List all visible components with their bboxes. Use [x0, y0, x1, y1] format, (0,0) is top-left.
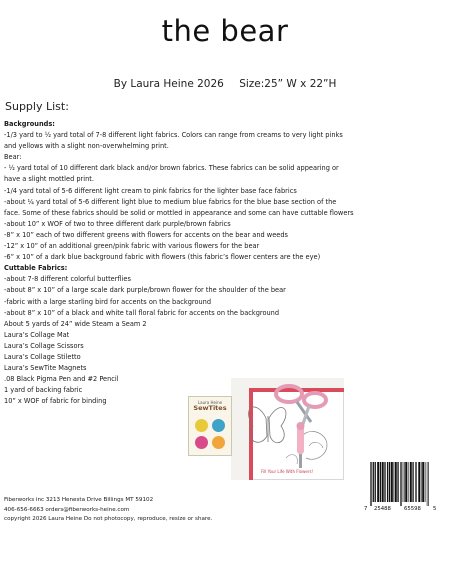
- supply-item: -fabric with a large starling bird for accents on the background: [4, 297, 212, 306]
- footer-line: copyright 2026 Laura Heine Do not photocopy, reproduce, resize or share.: [4, 516, 213, 522]
- supply-item: About 5 yards of 24” wide Steam a Seam 2: [4, 319, 147, 328]
- barcode-bar: [377, 462, 379, 502]
- supply-item: -1/4 yard total of 5-6 different light cream to pink fabrics for the lighter base face fabrics: [4, 186, 297, 195]
- supply-item: -about 10” x WOF of two to three different dark purple/brown fabrics: [4, 219, 231, 228]
- supply-item: -about ¼ yard total of 5-6 different light blue to medium blue fabrics for the blue base section of the: [4, 197, 337, 206]
- barcode-bar: [382, 462, 384, 502]
- supply-item: have a slight mottled print.: [4, 175, 94, 184]
- supply-item: -about 8” x 10” of a black and white tall floral fabric for accents on the background: [4, 308, 280, 317]
- magnet-flower-icon: [195, 419, 208, 432]
- supply-item: face. Some of these fabrics should be solid or mottled in appearance and some can have cuttable flowers: [4, 208, 354, 217]
- barcode-bar: [375, 462, 376, 502]
- barcode-bar: [418, 462, 420, 502]
- supply-item: -1/3 yard to ½ yard total of 7-8 different light fabrics. Colors can range from creams to very light pinks: [4, 131, 343, 140]
- supply-item: Laura’s Collage Scissors: [4, 341, 84, 350]
- finished-size: Size:25” W x 22”H: [239, 78, 337, 90]
- barcode-bar: [412, 462, 413, 502]
- barcode-bar: [373, 462, 374, 502]
- supply-list-heading: Supply List:: [5, 100, 69, 113]
- supply-list: [4, 119, 446, 407]
- supply-item: and yellows with a slight non-overwhelming print.: [4, 142, 169, 151]
- supply-item: -about 7-8 different colorful butterflies: [4, 275, 131, 284]
- section-heading: Backgrounds:: [4, 120, 55, 128]
- mat-caption: Fill Your Life With Flowers!: [261, 469, 314, 474]
- barcode-left-group: 25488: [374, 506, 391, 512]
- magnet-flower-icon: [212, 436, 225, 449]
- barcode-bar: [371, 462, 372, 506]
- barcode-bar: [408, 462, 409, 502]
- barcode-bar: [393, 462, 394, 502]
- supply-item: .08 Black Pigma Pen and #2 Pencil: [4, 375, 119, 384]
- magnet-flower-icon: [212, 419, 225, 432]
- supply-item: Bear:: [4, 153, 22, 162]
- barcode-bar: [401, 462, 402, 506]
- barcode-bars: [370, 462, 432, 506]
- barcode-bar: [427, 462, 428, 506]
- author-credit: By Laura Heine 2026: [113, 78, 224, 90]
- footer-line: Fiberworks inc 3213 Henesta Drive Billings MT 59102: [4, 497, 154, 503]
- barcode-bar: [391, 462, 393, 502]
- pattern-title: the bear: [161, 14, 289, 48]
- barcode-bar: [380, 462, 381, 502]
- barcode-bar: [397, 462, 398, 502]
- barcode-check-digit: 5: [433, 506, 437, 512]
- barcode-bar: [428, 462, 429, 506]
- barcode-bar: [410, 462, 412, 502]
- barcode-bar: [370, 462, 371, 506]
- barcode-bar: [421, 462, 422, 502]
- product-photo: [231, 378, 344, 480]
- stiletto-icon: [231, 378, 344, 480]
- barcode-bar: [405, 462, 407, 502]
- supply-item: Laura’s Collage Stiletto: [4, 352, 81, 361]
- barcode-first-digit: 7: [364, 506, 368, 512]
- magnet-grid: [195, 419, 227, 451]
- barcode-bar: [404, 462, 405, 502]
- barcode-right-group: 65598: [404, 506, 421, 512]
- barcode-bar: [387, 462, 388, 502]
- barcode-bar: [395, 462, 397, 502]
- supply-item: -8” x 10” each of two different greens with flowers for accents on the bear and weeds: [4, 230, 288, 239]
- section-heading: Cuttable Fabrics:: [4, 264, 68, 273]
- supply-item: Laura’s SewTite Magnets: [4, 364, 87, 373]
- supply-item: 1 yard of backing fabric: [4, 386, 83, 395]
- supply-item: Laura’s Collage Mat: [4, 330, 70, 339]
- barcode-bar: [389, 462, 390, 502]
- magnet-product-name: SewTites: [193, 404, 227, 412]
- supply-item: 10” x WOF of fabric for binding: [4, 397, 107, 406]
- barcode-bar: [403, 462, 404, 502]
- barcode: [364, 462, 438, 514]
- supply-item: -about 8” x 10” of a large scale dark purple/brown flower for the shoulder of the bear: [4, 286, 286, 295]
- barcode-bar: [422, 462, 424, 502]
- footer-line: 406-656-6663 orders@fiberworks-heine.com: [4, 506, 130, 513]
- byline: [0, 78, 450, 90]
- barcode-bar: [400, 462, 401, 506]
- supply-item: -12” x 10” of an additional green/pink fabric with various flowers for the bear: [4, 242, 260, 251]
- magnet-brand: Laura Heine: [197, 400, 223, 405]
- sewtite-magnets-package: [188, 396, 232, 456]
- barcode-bar: [415, 462, 416, 502]
- supply-item: -6” x 10” of a dark blue background fabric with flowers (this fabric’s flower centers are the eye): [4, 253, 321, 262]
- magnet-flower-icon: [195, 436, 208, 449]
- barcode-bar: [425, 462, 426, 502]
- barcode-bar: [416, 462, 417, 502]
- barcode-bar: [384, 462, 385, 502]
- supply-item: - ½ yard total of 10 different dark black and/or brown fabrics. These fabrics can be solid appearing or: [4, 164, 339, 173]
- publisher-footer: [4, 496, 304, 525]
